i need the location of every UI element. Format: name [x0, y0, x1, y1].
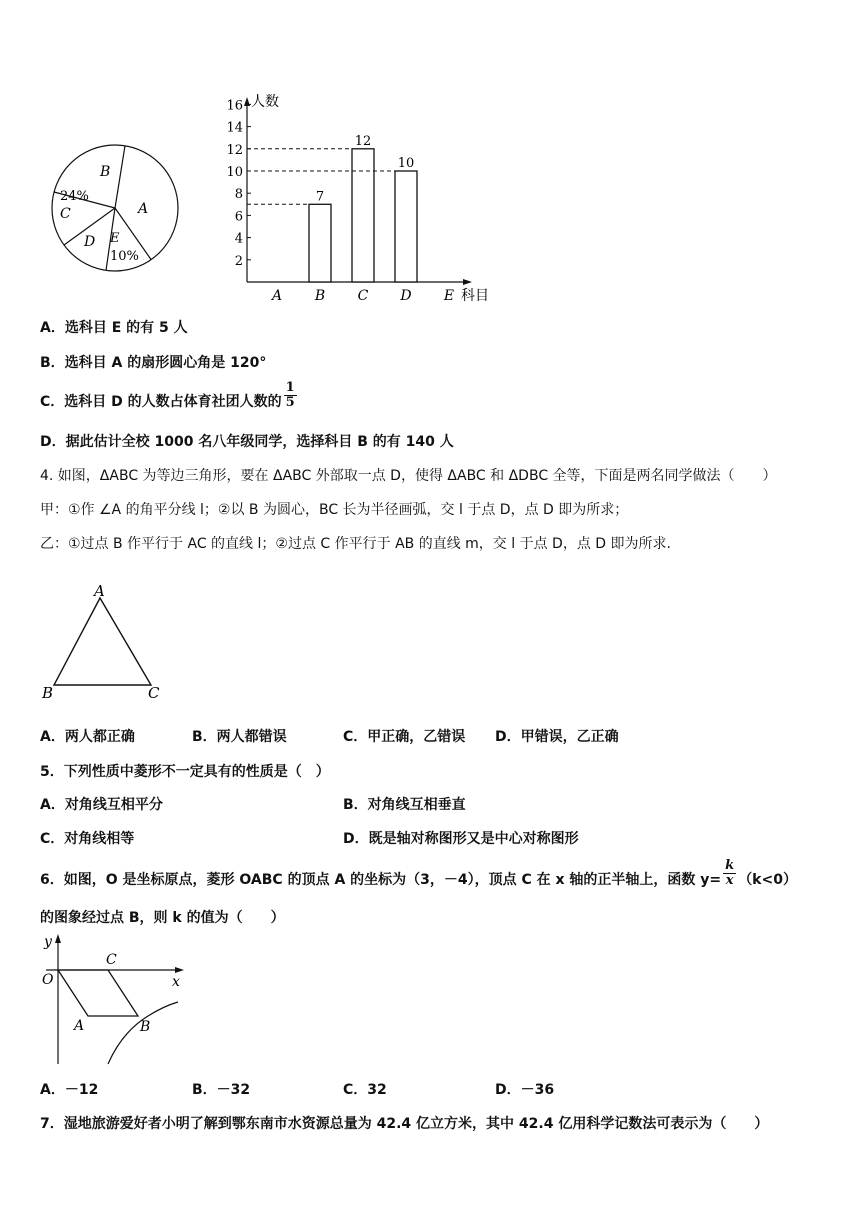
triangle-label-b: B — [42, 684, 54, 702]
y-tick-label: 12 — [226, 142, 243, 158]
pie-label-c: C — [60, 206, 71, 222]
triangle-label-a: A — [94, 582, 105, 600]
q4-yi: 乙：①过点 B 作平行于 AC 的直线 l；②过点 C 作平行于 AB 的直线 m，交 l 于点 D，点 D 即为所求. — [40, 536, 671, 552]
label-b: B — [140, 1019, 151, 1035]
q6-option-a: A．－12 — [40, 1082, 99, 1098]
x-axis-arrow — [463, 279, 472, 285]
q6-stem-text: 6．如图，O 是坐标原点，菱形 OABC 的顶点 A 的坐标为（3，－4），顶点 C 在 x 轴的正半轴上，函数 y= — [40, 872, 722, 888]
pie-label-a: A — [138, 201, 149, 217]
pie-chart — [40, 138, 190, 278]
y-tick-label: 8 — [234, 187, 243, 203]
q4-jia: 甲：①作 ∠A 的角平分线 l；②以 B 为圆心，BC 长为半径画弧，交 l 于点 D，点 D 即为所求； — [40, 502, 629, 518]
label-x: x — [172, 974, 180, 990]
bar — [395, 171, 417, 282]
pie-label-e: E — [110, 231, 120, 246]
bar-chart — [215, 88, 500, 306]
pie-divider — [115, 146, 125, 208]
bar — [352, 149, 374, 282]
y-tick-label: 4 — [234, 231, 243, 247]
q4-stem: 4. 如图，ΔABC 为等边三角形，要在 ΔABC 外部取一点 D，使得 ΔABC 和 ΔDBC 全等，下面是两名同学做法（ ） — [40, 468, 777, 484]
triangle-figure — [38, 582, 168, 704]
rhombus-oabc — [58, 970, 138, 1016]
q4-option-d: D．甲错误，乙正确 — [495, 729, 619, 745]
x-tick-label: C — [357, 288, 369, 304]
pie-pct-e: 10% — [110, 249, 139, 264]
q3-option-d: D．据此估计全校 1000 名八年级同学，选择科目 B 的有 140 人 — [40, 434, 454, 450]
fraction-numerator: k — [725, 857, 735, 873]
q5-option-b: B．对角线互相垂直 — [343, 797, 466, 813]
q6-stem-suffix: （k<0） — [738, 872, 797, 888]
x-axis-label: 科目 — [461, 288, 489, 304]
bar — [309, 204, 331, 282]
x-tick-label: B — [314, 288, 326, 304]
q3-option-c — [40, 379, 299, 412]
q3-option-c-text: C．选科目 D 的人数占体育社团人数的 — [40, 394, 282, 410]
y-axis-label: 人数 — [251, 94, 279, 110]
label-y: y — [44, 934, 52, 950]
q6-stem — [40, 857, 797, 890]
x-tick-label: E — [443, 288, 455, 304]
y-tick-label: 10 — [226, 165, 243, 180]
fraction-denominator: 5 — [285, 394, 295, 410]
q5-option-a: A．对角线互相平分 — [40, 797, 163, 813]
fraction — [723, 859, 736, 888]
label-c: C — [106, 952, 117, 968]
y-tick-label: 6 — [234, 209, 243, 225]
data-label: 7 — [315, 189, 325, 205]
q5-option-c: C．对角线相等 — [40, 831, 135, 847]
y-tick-label: 16 — [226, 98, 243, 114]
y-axis-arrow — [55, 934, 61, 943]
y-tick-label: 14 — [226, 120, 243, 136]
q6-stem-line2: 的图象经过点 B，则 k 的值为（ ） — [40, 910, 285, 926]
label-a: A — [74, 1018, 85, 1034]
data-label: 10 — [397, 156, 415, 171]
fraction-numerator: 1 — [285, 379, 295, 395]
q5-stem: 5．下列性质中菱形不一定具有的性质是（ ） — [40, 764, 330, 780]
pie-label-b: B — [100, 164, 111, 180]
pie-label-d: D — [84, 234, 96, 250]
q4-option-c: C．甲正确，乙错误 — [343, 729, 466, 745]
triangle-label-c: C — [148, 684, 160, 702]
q4-option-a: A．两人都正确 — [40, 729, 135, 745]
x-tick-label: D — [400, 288, 412, 304]
y-tick-label: 2 — [234, 253, 243, 269]
fraction — [284, 381, 297, 410]
q3-option-b: B．选科目 A 的扇形圆心角是 120° — [40, 355, 267, 371]
data-label: 12 — [354, 133, 372, 149]
q6-option-c: C．32 — [343, 1082, 387, 1098]
q3-option-a: A．选科目 E 的有 5 人 — [40, 320, 188, 336]
q6-option-d: D．－36 — [495, 1082, 555, 1098]
x-tick-label: A — [271, 288, 283, 304]
fraction-denominator: x — [725, 872, 734, 888]
x-axis-arrow — [175, 967, 184, 973]
q5-option-d: D．既是轴对称图形又是中心对称图形 — [343, 831, 579, 847]
triangle-abc — [54, 598, 151, 685]
pie-pct-c: 24% — [60, 189, 89, 204]
label-o: O — [42, 972, 54, 988]
q4-option-b: B．两人都错误 — [192, 729, 287, 745]
rhombus-figure — [38, 932, 188, 1068]
q6-option-b: B．－32 — [192, 1082, 251, 1098]
q7-stem: 7．湿地旅游爱好者小明了解到鄂东南市水资源总量为 42.4 亿立方米，其中 42.4 亿用科学记数法可表示为（ ） — [40, 1116, 769, 1132]
